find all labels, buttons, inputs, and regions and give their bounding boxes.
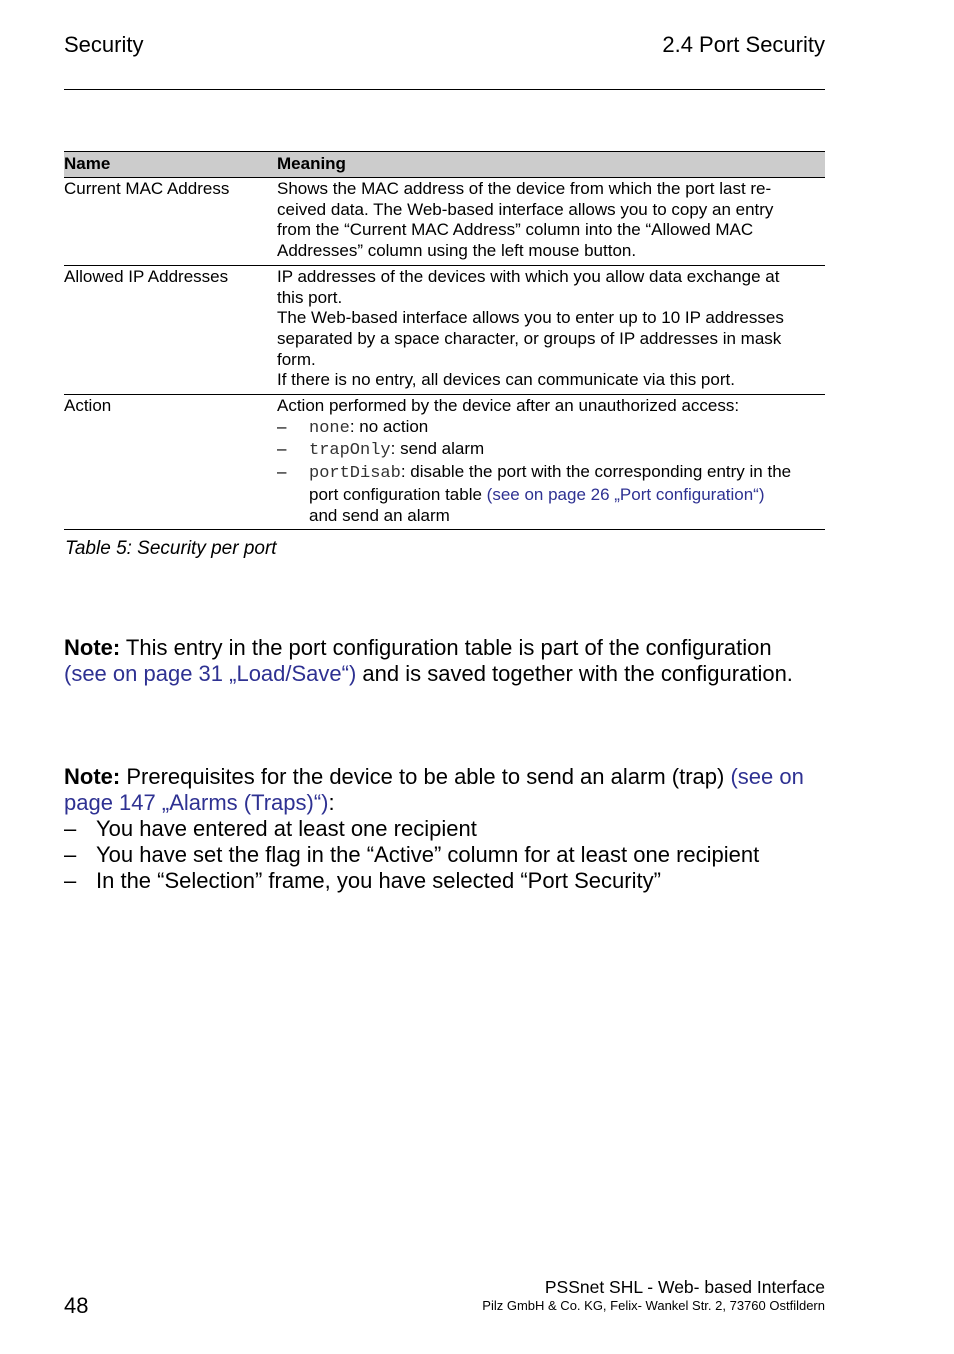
row-name: Current MAC Address <box>64 179 230 198</box>
note-label: Note: <box>64 635 121 660</box>
port-configuration-link[interactable]: (see on page 26 „Port configuration“) <box>486 484 765 504</box>
option-text: : no action <box>349 416 429 436</box>
list-dash: – <box>64 868 77 893</box>
row-meaning <box>277 396 825 526</box>
list-item <box>64 842 834 868</box>
meaning-line: ceived data. The Web-based interface allows you to copy an entry <box>277 199 774 219</box>
list-item-text: In the “Selection” frame, you have selected “Port Security” <box>96 868 661 893</box>
action-option-none <box>277 417 821 440</box>
note-text: and is saved together with the configuration. <box>356 661 793 686</box>
list-dash: – <box>277 416 287 436</box>
option-code: portDisab <box>309 464 401 484</box>
action-option-traponly <box>277 439 821 462</box>
footer-product-title: PSSnet SHL - Web- based Interface <box>544 1277 825 1297</box>
security-table <box>64 151 825 530</box>
option-code: none <box>309 418 350 438</box>
meaning-line: Addresses” column using the left mouse button. <box>277 241 637 261</box>
footer-address: Pilz GmbH & Co. KG, Felix- Wankel Str. 2, 73760 Ostfildern <box>482 1298 825 1313</box>
table-row <box>64 266 825 395</box>
list-item <box>64 868 834 894</box>
column-header-name: Name <box>64 154 111 174</box>
note-text: Prerequisites for the device to be able to send an alarm (trap) <box>120 764 731 789</box>
meaning-line: from the “Current MAC Address” column into the “Allowed MAC <box>277 220 754 240</box>
header-divider <box>64 89 825 90</box>
note-configuration <box>64 635 834 687</box>
header-chapter-title: 2.4 Port Security <box>662 32 825 57</box>
meaning-line: Action performed by the device after an unauthorized access: <box>277 396 740 416</box>
meaning-line: this port. <box>277 287 343 307</box>
row-name: Action <box>64 396 112 416</box>
list-dash: – <box>277 462 287 482</box>
column-header-meaning: Meaning <box>277 154 346 174</box>
list-item-text: You have entered at least one recipient <box>96 816 477 841</box>
meaning-line: IP addresses of the devices with which you allow data exchange at <box>277 266 780 286</box>
option-text: port configuration table <box>309 484 487 504</box>
list-dash: – <box>64 842 77 867</box>
load-save-link[interactable]: (see on page 31 „Load/Save“) <box>64 661 357 686</box>
option-text: : disable the port with the corresponding entry in the <box>400 462 792 482</box>
note-alarm-prerequisites <box>64 764 834 894</box>
option-text: and send an alarm <box>309 505 450 525</box>
page-number: 48 <box>64 1293 89 1318</box>
list-item <box>64 816 834 842</box>
meaning-line: separated by a space character, or groups of IP addresses in mask <box>277 328 782 348</box>
header-section-title: Security <box>64 32 144 57</box>
table-row <box>64 395 825 530</box>
note-label: Note: <box>64 764 121 789</box>
option-text: : send alarm <box>390 439 485 459</box>
meaning-line: form. <box>277 349 316 369</box>
action-option-portdisab <box>277 462 821 526</box>
note-text: : <box>328 790 335 815</box>
list-dash: – <box>277 439 287 459</box>
meaning-line: Shows the MAC address of the device from which the port last re- <box>277 179 772 198</box>
row-name: Allowed IP Addresses <box>64 266 229 286</box>
row-meaning <box>277 179 825 262</box>
list-dash: – <box>64 816 77 841</box>
row-meaning <box>277 267 825 391</box>
alarms-link[interactable]: page 147 „Alarms (Traps)“) <box>64 790 329 815</box>
list-item-text: You have set the flag in the “Active” column for at least one recipient <box>96 842 760 867</box>
option-code: trapOnly <box>309 441 391 461</box>
meaning-line: If there is no entry, all devices can communicate via this port. <box>277 370 735 390</box>
table-caption: Table 5: Security per port <box>65 538 277 559</box>
alarms-link[interactable]: (see on <box>730 764 804 789</box>
note-text: This entry in the port configuration table is part of the configuration <box>120 635 772 660</box>
table-row <box>64 178 825 266</box>
table-header-row <box>64 151 825 178</box>
meaning-line: The Web-based interface allows you to enter up to 10 IP addresses <box>277 308 784 328</box>
